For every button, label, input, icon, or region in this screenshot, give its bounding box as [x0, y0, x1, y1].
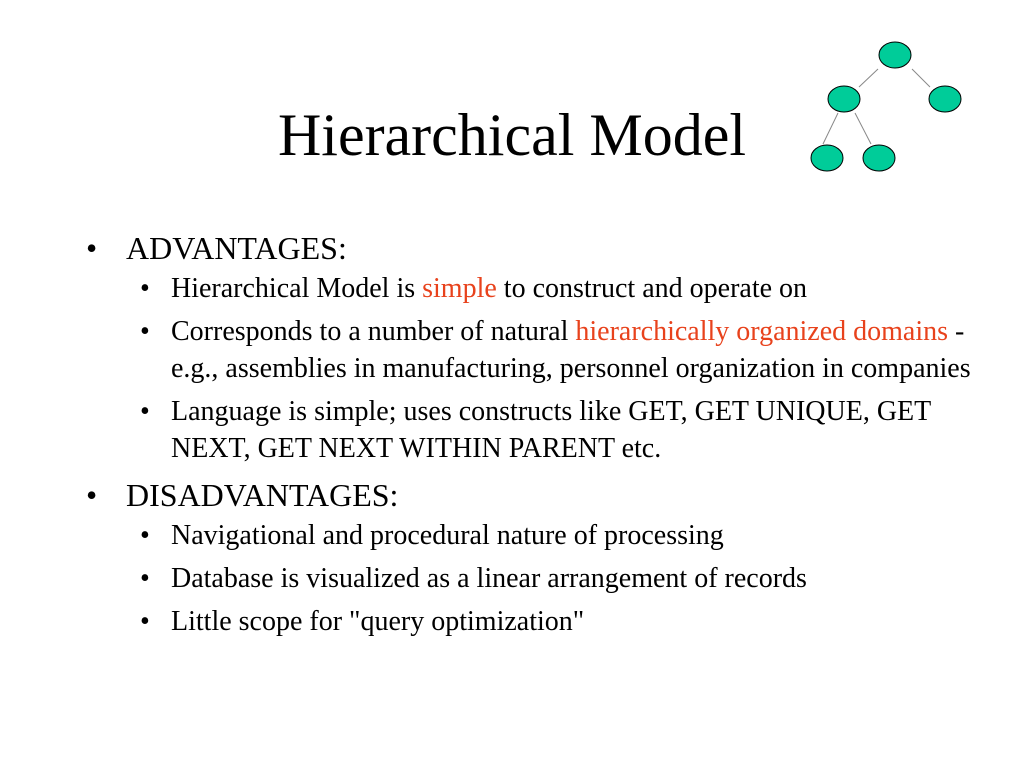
- bullet-icon: •: [140, 396, 150, 427]
- section-heading-disadvantages: [86, 473, 1006, 517]
- section-heading-advantages: [86, 226, 1006, 270]
- highlight-text: simple: [422, 273, 497, 304]
- advantages-list: [86, 270, 1006, 467]
- bullet-icon: •: [86, 230, 98, 266]
- tree-node-root: [879, 42, 911, 68]
- list-item: [86, 270, 1001, 307]
- tree-node: [929, 86, 961, 112]
- list-item-text: to construct and operate on: [496, 273, 808, 304]
- hierarchy-tree-icon: [805, 37, 965, 173]
- list-item: [86, 313, 1001, 387]
- tree-node: [863, 145, 895, 171]
- list-item-text: Corresponds to a number of natural: [171, 316, 576, 347]
- section-heading-text: ADVANTAGES:: [126, 230, 347, 266]
- list-item: [86, 560, 1001, 597]
- section-heading-text: DISADVANTAGES:: [126, 477, 399, 513]
- bullet-icon: •: [140, 273, 150, 304]
- bullet-icon: •: [140, 563, 150, 594]
- bullet-icon: •: [140, 520, 150, 551]
- list-item: [86, 393, 1001, 467]
- list-item-text: Hierarchical Model is: [171, 273, 423, 304]
- bullet-icon: •: [140, 316, 150, 347]
- bullet-icon: •: [140, 606, 150, 637]
- tree-node: [811, 145, 843, 171]
- tree-edge: [823, 113, 838, 144]
- tree-edge: [855, 113, 871, 144]
- list-item: [86, 517, 1001, 554]
- disadvantages-list: [86, 517, 1006, 640]
- highlight-text: hierarchically organized domains: [575, 316, 949, 347]
- list-item-text: Language is simple; uses constructs like GET, GET UNIQUE, GET NEXT, GET NEXT WITHIN PARENT etc.: [171, 396, 931, 464]
- tree-node: [828, 86, 860, 112]
- bullet-icon: •: [86, 477, 98, 513]
- list-item: [86, 603, 1001, 640]
- list-item-text: Database is visualized as a linear arrangement of records: [171, 563, 807, 594]
- list-item-text: Little scope for "query optimization": [171, 606, 585, 637]
- list-item-text: - e.g., assemblies in manufacturing, personnel organization in companies: [171, 316, 971, 384]
- slide-body: [86, 226, 1006, 646]
- list-item-text: Navigational and procedural nature of processing: [171, 520, 724, 551]
- tree-edge: [912, 69, 930, 87]
- slide-title: Hierarchical Model: [277, 102, 747, 168]
- tree-edge: [859, 69, 878, 87]
